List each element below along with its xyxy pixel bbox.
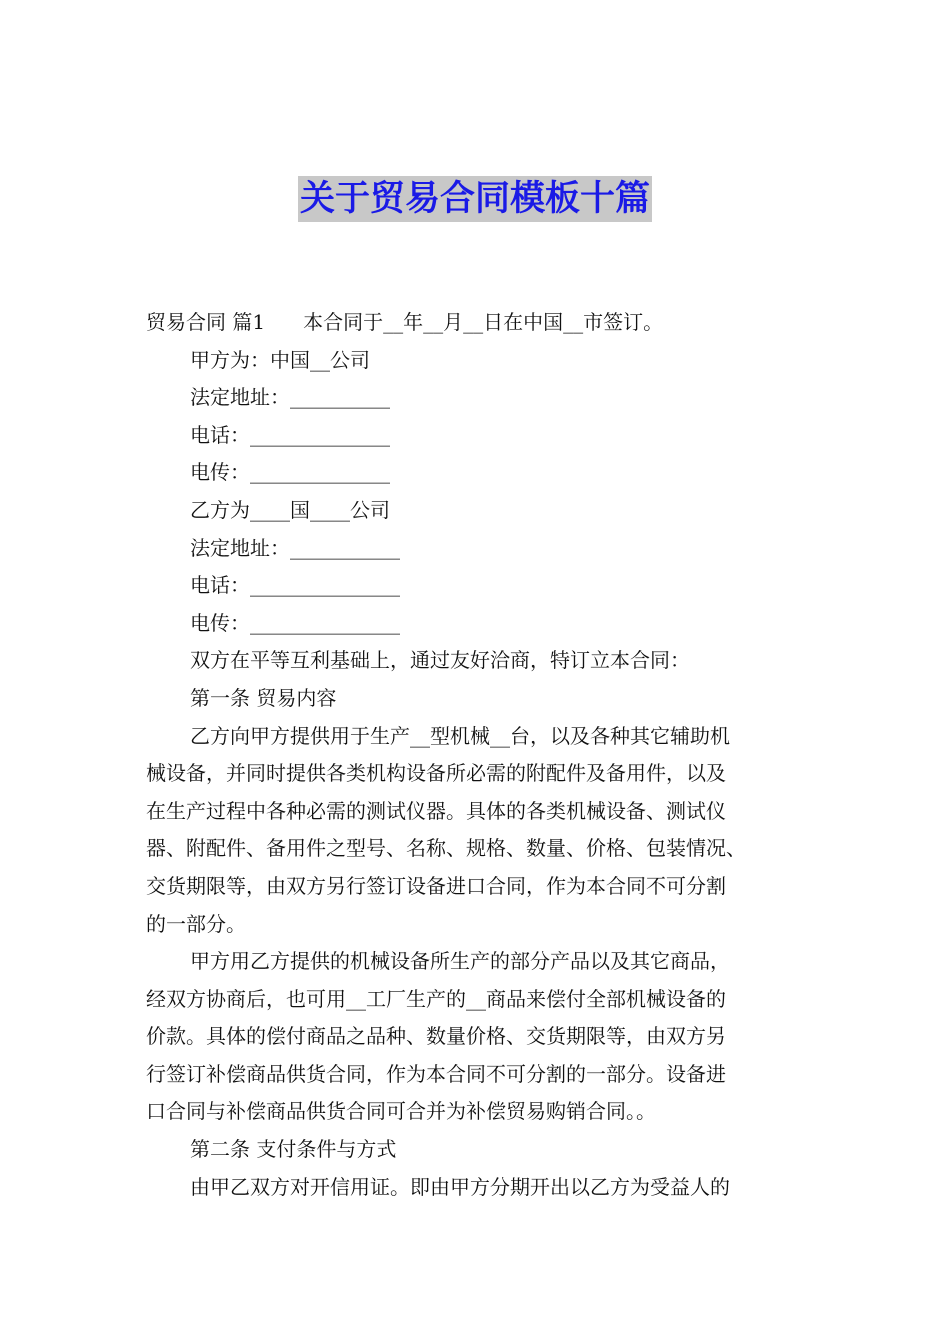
paragraph-line: 在生产过程中各种必需的测试仪器。具体的各类机械设备、测试仪	[146, 798, 726, 823]
paragraph-line: 行签订补偿商品供货合同，作为本合同不可分割的一部分。设备进	[146, 1061, 726, 1086]
paragraph-line: 械设备，并同时提供各类机构设备所必需的附配件及备用件，以及	[146, 761, 726, 786]
preamble-line: 双方在平等互利基础上，通过友好洽商，特订立本合同：	[190, 648, 690, 673]
party-b-address: 法定地址：___________	[190, 535, 400, 560]
party-b-phone: 电话：_______________	[190, 573, 400, 598]
party-b-telex: 电传：_______________	[190, 610, 400, 635]
party-a-phone: 电话：______________	[190, 422, 390, 447]
document-title-wrap	[0, 176, 950, 229]
party-a-telex: 电传：______________	[190, 460, 390, 485]
paragraph-line: 由甲乙双方对开信用证。即由甲方分期开出以乙方为受益人的	[190, 1174, 730, 1199]
paragraph-line: 口合同与补偿商品供货合同可合并为补偿贸易购销合同。。	[146, 1099, 656, 1124]
document-body	[146, 304, 826, 1206]
party-b-line: 乙方为____国____公司	[190, 497, 390, 522]
paragraph-line: 价款。具体的偿付商品之品种、数量价格、交货期限等，由双方另	[146, 1024, 726, 1049]
paragraph-line: 器、附配件、备用件之型号、名称、规格、数量、价格、包装情况、	[146, 836, 746, 861]
article-heading: 第一条 贸易内容	[190, 685, 337, 710]
section-label: 贸易合同 篇1	[146, 310, 266, 334]
paragraph-text: 本合同于__年__月__日在中国__市签订。	[303, 310, 664, 334]
paragraph-line: 的一部分。	[146, 911, 246, 936]
paragraph-line: 经双方协商后，也可用__工厂生产的__商品来偿付全部机械设备的	[146, 986, 726, 1011]
paragraph-line: 甲方用乙方提供的机械设备所生产的部分产品以及其它商品，	[190, 949, 730, 974]
paragraph-line: 交货期限等，由双方另行签订设备进口合同，作为本合同不可分割	[146, 873, 726, 898]
party-a-address: 法定地址：__________	[190, 385, 390, 410]
party-a-line: 甲方为：中国__公司	[190, 347, 370, 372]
paragraph-line: 乙方向甲方提供用于生产__型机械__台，以及各种其它辅助机	[190, 723, 730, 748]
first-line	[146, 304, 826, 342]
article-heading: 第二条 支付条件与方式	[190, 1137, 397, 1162]
document-title: 关于贸易合同模板十篇	[298, 176, 652, 222]
